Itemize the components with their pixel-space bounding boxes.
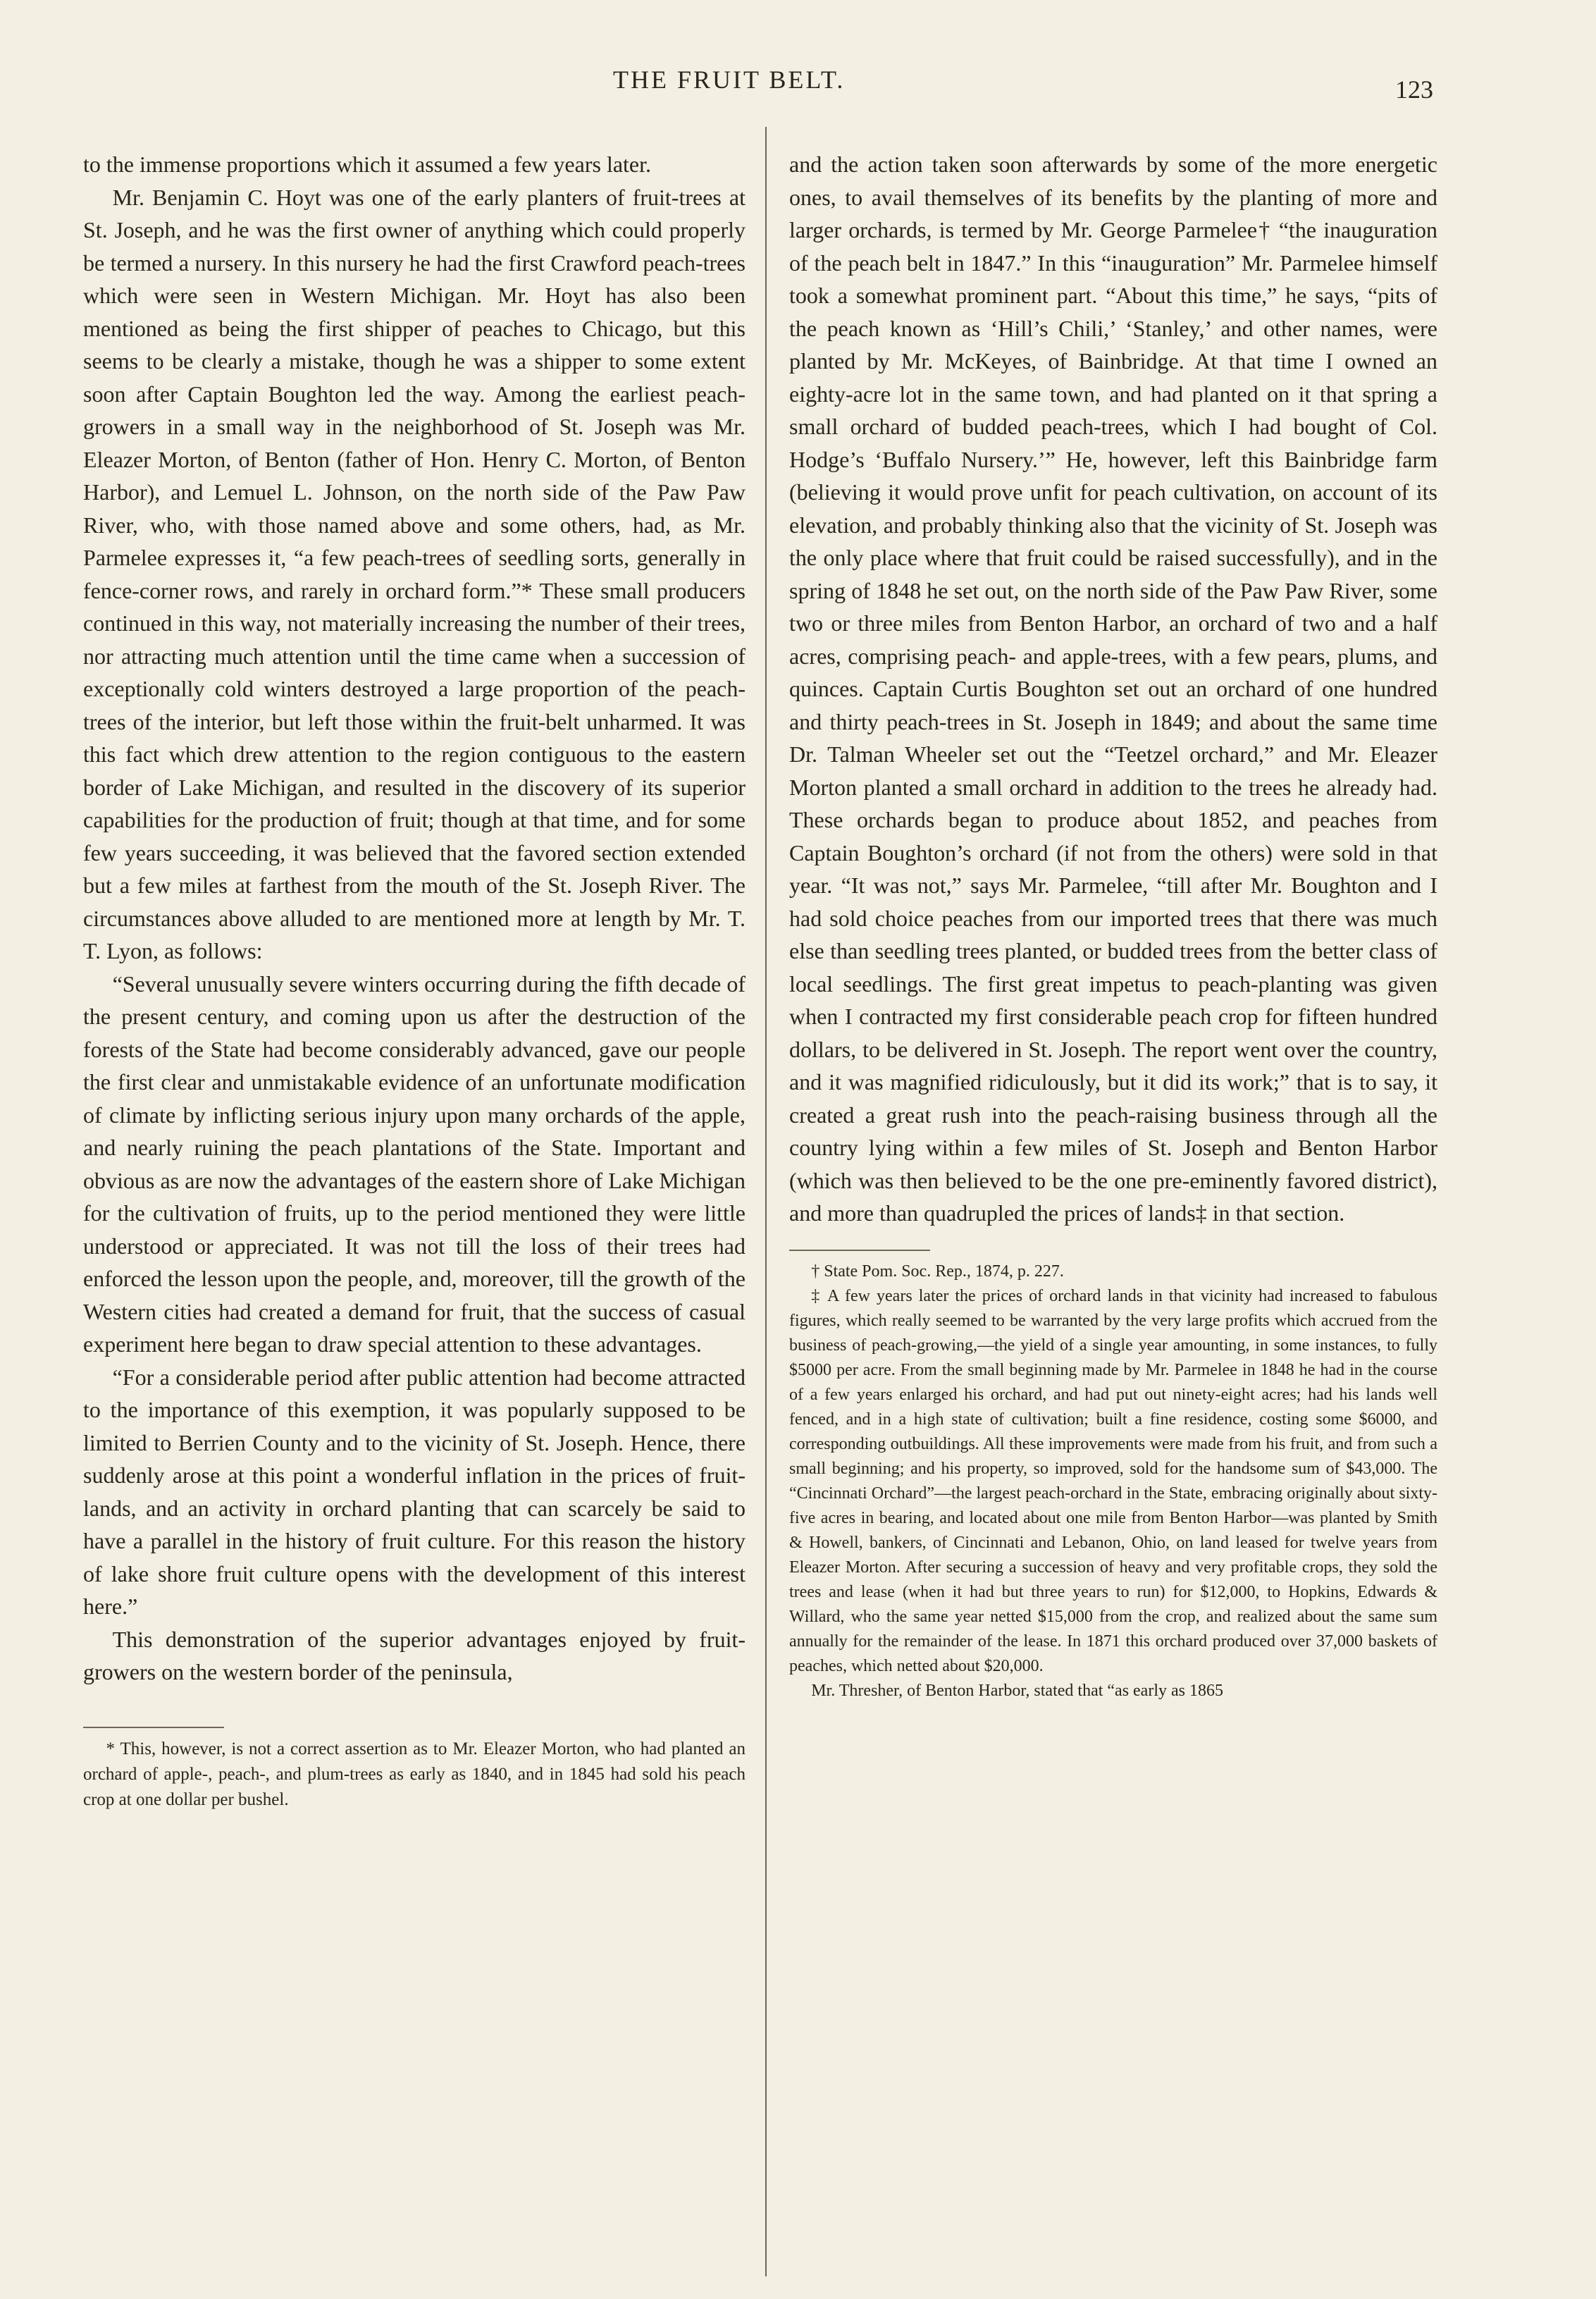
column-divider xyxy=(765,127,767,2276)
right-footnotes xyxy=(789,1250,1437,1703)
paragraph: to the immense proportions which it assumed a few years later. xyxy=(83,152,652,177)
right-column-body xyxy=(789,148,1437,1230)
left-column xyxy=(83,148,746,1813)
quoted-paragraph: “For a considerable period after public attention had become attracted to the importance of this exemption, it was popularly supposed to be limited to Berrien County and to the vicinity of St. Joseph. Hence, there suddenly arose at this point a wonderful inflation in the prices of fruit-lands, and an activity in orchard planting that can scarcely be said to have a parallel in the history of fruit culture. For this reason the history of lake shore fruit culture opens with the development of this interest here.” xyxy=(83,1364,746,1619)
footnote: Mr. Thresher, of Benton Harbor, stated that “as early as 1865 xyxy=(811,1681,1223,1700)
footnote: * This, however, is not a correct assertion as to Mr. Eleazer Morton, who had planted an orchard of apple-, peach-, and plum-trees as early as 1840, and in 1845 had sold his peach crop at one dollar per bushel. xyxy=(83,1739,746,1809)
footnote: ‡ A few years later the prices of orchard lands in that vicinity had increased to fabulous figures, which really seemed to be warranted by the very large profits which accrued from the business of peach-growing,—the yield of a single year amounting, in some instances, to fully $5000 per acre. From the small beginning made by Mr. Parmelee in 1848 he had in the course of a few years enlarged his orchard, and had put out ninety-eight acres; had his lands well fenced, and in a high state of cultivation; built a fine residence, costing some $6000, and corresponding outbuildings. All these improvements were made from his fruit, and from such a small beginning; and his property, so improved, sold for the handsome sum of $43,000. The “Cincinnati Orchard”—the largest peach-orchard in the State, embracing originally about sixty-five acres in bearing, and located about one mile from Benton Harbor—was planted by Smith & Howell, bankers, of Cincinnati and Lebanon, Ohio, on land leased for twelve years from Eleazer Morton. After securing a succession of heavy and very profitable crops, they sold the trees and lease (when it had but three years to run) for $12,000, to Hopkins, Edwards & Willard, who the same year netted $15,000 from the crop, and realized about the same sum annually for the remainder of the lease. In 1871 this orchard produced over 37,000 baskets of peaches, which netted about $20,000. xyxy=(789,1286,1437,1675)
footnote-rule xyxy=(83,1727,224,1728)
paragraph: and the action taken soon afterwards by some of the more energetic ones, to avail themselves of its benefits by the planting of more and larger orchards, is termed by Mr. George Parmelee† “the inauguration of the peach belt in 1847.” In this “inauguration” Mr. Parmelee himself took a somewhat prominent part. “About this time,” he says, “pits of the peach known as ‘Hill’s Chili,’ ‘Stanley,’ and other names, were planted by Mr. McKeyes, of Bainbridge. At that time I owned an eighty-acre lot in the same town, and had planted on it that spring a small orchard of budded peach-trees, which I had bought of Col. Hodge’s ‘Buffalo Nursery.’” He, however, left this Bainbridge farm (believing it would prove unfit for peach cultivation, on account of its elevation, and probably thinking also that the vicinity of St. Joseph was the only place where that fruit could be raised successfully), and in the spring of 1848 he set out, on the north side of the Paw Paw River, some two or three miles from Benton Harbor, an orchard of two and a half acres, comprising peach- and apple-trees, with a few pears, plums, and quinces. Captain Curtis Boughton set out an orchard of one hundred and thirty peach-trees in St. Joseph in 1849; and about the same time Dr. Talman Wheeler set out the “Teetzel orchard,” and Mr. Eleazer Morton planted a small orchard in addition to the trees he already had. These orchards began to produce about 1852, and peaches from Captain Boughton’s orchard (if not from the others) were sold in that year. “It was not,” says Mr. Parmelee, “till after Mr. Boughton and I had sold choice peaches from our imported trees that there was much else than seedling trees planted, or budded trees from the better class of local seedlings. The first great impetus to peach-planting was given when I contracted my first considerable peach crop for fifteen hundred dollars, to be delivered in St. Joseph. The report went over the country, and it was magnified ridiculously, but it did its work;” that is to say, it created a great rush into the peach-raising business through all the country lying within a few miles of St. Joseph and Benton Harbor (which was then believed to be the one pre-eminently favored district), and more than quadrupled the prices of lands‡ in that section. xyxy=(789,152,1437,1226)
left-footnotes xyxy=(83,1727,746,1813)
paragraph: Mr. Benjamin C. Hoyt was one of the early planters of fruit-trees at St. Joseph, and he was the first owner of anything which could properly be termed a nursery. In this nursery he had the first Crawford peach-trees which were seen in Western Michigan. Mr. Hoyt has also been mentioned as being the first shipper of peaches to Chicago, but this seems to be clearly a mistake, though he was a shipper to some extent soon after Captain Boughton led the way. Among the earliest peach-growers in a small way in the neighborhood of St. Joseph was Mr. Eleazer Morton, of Benton (father of Hon. Henry C. Morton, of Benton Harbor), and Lemuel L. Johnson, on the north side of the Paw Paw River, who, with those named above and some others, had, as Mr. Parmelee expresses it, “a few peach-trees of seedling sorts, generally in fence-corner rows, and rarely in orchard form.”* These small producers continued in this way, not materially increasing the number of their trees, nor attracting much attention until the time came when a succession of exceptionally cold winters destroyed a large proportion of the peach-trees of the interior, but left those within the fruit-belt unharmed. It was this fact which drew attention to the region contiguous to the eastern border of Lake Michigan, and resulted in the discovery of its superior capabilities for the production of fruit; though at that time, and for some few years succeeding, it was believed that the favored section extended but a few miles at farthest from the mouth of the St. Joseph River. The circumstances above alluded to are mentioned more at length by Mr. T. T. Lyon, as follows: xyxy=(83,184,746,963)
left-column-body xyxy=(83,148,746,1689)
running-title: THE FRUIT BELT. xyxy=(613,66,846,94)
quoted-paragraph: “Several unusually severe winters occurring during the fifth decade of the present century, and coming upon us after the destruction of the forests of the State had become considerably advanced, gave our people the first clear and unmistakable evidence of an unfortunate modification of climate by inflicting serious injury upon many orchards of the apple, and nearly ruining the peach plantations of the State. Important and obvious as are now the advantages of the eastern shore of Lake Michigan for the cultivation of fruits, up to the period mentioned they were little understood or appreciated. It was not till the loss of their trees had enforced the lesson upon the people, and, moreover, till the growth of the Western cities had created a demand for fruit, that the success of casual experiment here began to draw special attention to these advantages. xyxy=(83,970,746,1357)
footnote-rule xyxy=(789,1250,930,1251)
paragraph: This demonstration of the superior advantages enjoyed by fruit-growers on the western border of the peninsula, xyxy=(83,1626,746,1684)
page-number: 123 xyxy=(1395,75,1433,104)
running-head xyxy=(0,65,1596,107)
right-column xyxy=(789,148,1437,1703)
footnote: † State Pom. Soc. Rep., 1874, p. 227. xyxy=(811,1262,1064,1281)
